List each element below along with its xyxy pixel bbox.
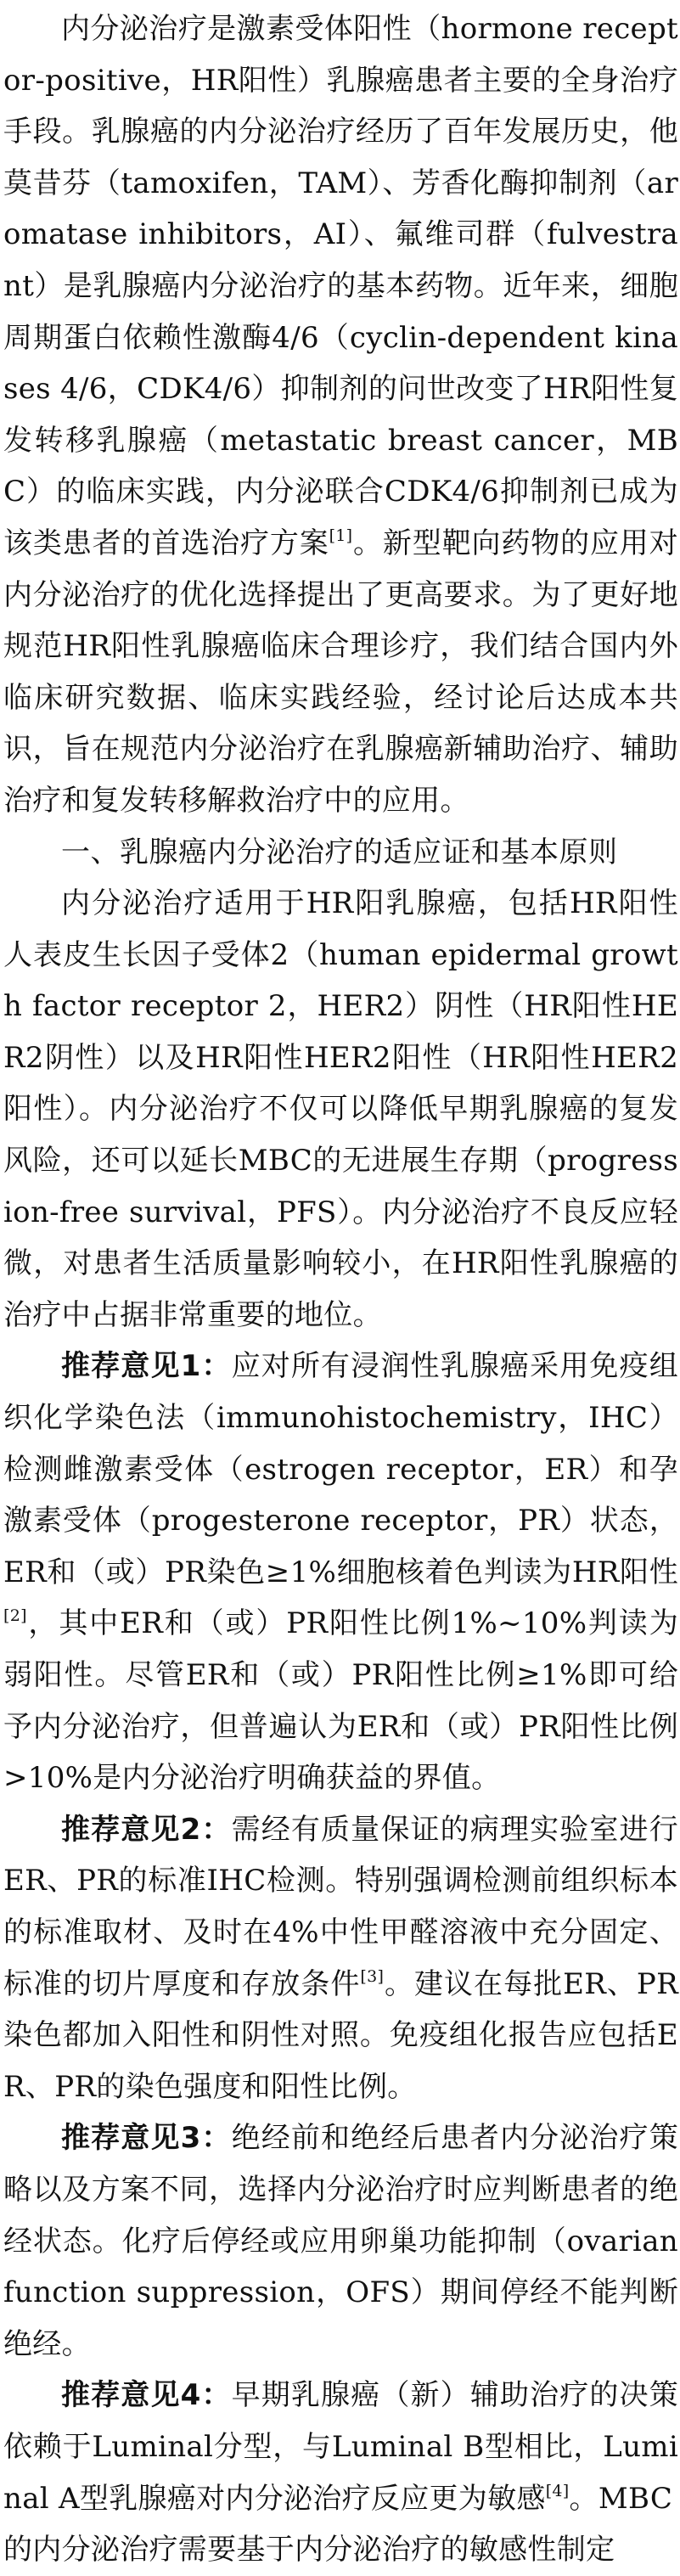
body-paragraph: [3, 3, 678, 827]
section-heading: [3, 827, 678, 879]
paragraph-text: 。建议在每批ER、PR染色都加入阳性和阴性对照。免疫组化报告应包括ER、PR的染色强度和阳性比例。: [3, 1966, 678, 2104]
citation-marker: [3]: [360, 1966, 385, 1986]
paragraph-text: 需经有质量保证的病理实验室进行ER、PR的标准IHC检测。特别强调检测前组织标本的标准取材、及时在4%中性甲醛溶液中充分固定、标准的切片厚度和存放条件: [3, 1812, 678, 2001]
citation-marker: [4]: [545, 2481, 570, 2500]
paragraph-text: 内分泌治疗适用于HR阳乳腺癌，包括HR阳性人表皮生长因子受体2（human epidermal growth factor receptor 2，HER2）阴性（HR阳性HER2阴性）以及HR阳性HER2阳性（HR阳性HER2阳性）。内分泌治疗不仅可以降低早期乳腺癌的复发风险，还可以延长MBC的无进展生存期（progression-free survival，PFS）。内分泌治疗不良反应轻微，对患者生活质量影响较小，在HR阳性乳腺癌的治疗中占据非常重要的地位。: [3, 886, 678, 1332]
recommendation-label: 推荐意见4：: [61, 2378, 232, 2413]
recommendation-paragraph: [3, 2370, 678, 2524]
recommendation-label: 推荐意见1：: [61, 1349, 232, 1384]
body-paragraph: [3, 878, 678, 1341]
paragraph-text: ，其中ER和（或）PR阳性比例1%~10%判读为弱阳性。尽管ER和（或）PR阳性比例≥1%即可给予内分泌治疗，但普遍认为ER和（或）PR阳性比例>10%是内分泌治疗明确获益的界值。: [3, 1606, 678, 1796]
citation-marker: [1]: [329, 526, 353, 545]
paragraph-text: 内分泌治疗是激素受体阳性（hormone receptor-positive，HR阳性）乳腺癌患者主要的全身治疗手段。乳腺癌的内分泌治疗经历了百年发展历史，他莫昔芬（tamoxifen，TAM）、芳香化酶抑制剂（aromatase inhibitors，AI）、氟维司群（fulvestrant）是乳腺癌内分泌治疗的基本药物。近年来，细胞周期蛋白依赖性激酶4/6（cyclin-dependent kinases 4/6，CDK4/6）抑制剂的问世改变了HR阳性复发转移乳腺癌（metastatic breast cancer，MBC）的临床实践，内分泌联合CDK4/6抑制剂已成为该类患者的首选治疗方案: [3, 12, 678, 560]
recommendation-label: 推荐意见3：: [61, 2121, 232, 2156]
article-body: [3, 3, 678, 2524]
paragraph-text: 一、乳腺癌内分泌治疗的适应证和基本原则: [61, 835, 618, 869]
paragraph-text: 。新型靶向药物的应用对内分泌治疗的优化选择提出了更高要求。为了更好地规范HR阳性乳腺癌临床合理诊疗，我们结合国内外临床研究数据、临床实践经验，经讨论后达成本共识，旨在规范内分泌治疗在乳腺癌新辅助治疗、辅助治疗和复发转移解救治疗中的应用。: [3, 526, 678, 818]
recommendation-paragraph: [3, 1341, 678, 1803]
recommendation-label: 推荐意见2：: [61, 1812, 232, 1847]
paragraph-text: 绝经前和绝经后患者内分泌治疗策略以及方案不同，选择内分泌治疗时应判断患者的绝经状态。化疗后停经或应用卵巢功能抑制（ovarian function suppression，OFS）期间停经不能判断绝经。: [3, 2121, 678, 2361]
paragraph-text: 早期乳腺癌（新）辅助治疗的决策依赖于Luminal分型，与Luminal B型相比，Luminal A型乳腺癌对内分泌治疗反应更为敏感: [3, 2378, 678, 2516]
cut-line-text: 的内分泌治疗需要基于内分泌治疗的敏感性制定: [3, 2533, 615, 2568]
recommendation-paragraph: [3, 1804, 678, 2113]
citation-marker: [2]: [3, 1606, 27, 1626]
partial-bottom-line: [3, 2524, 678, 2568]
paragraph-text: 。MBC: [569, 2481, 673, 2516]
paragraph-text: 应对所有浸润性乳腺癌采用免疫组织化学染色法（immunohistochemistry，IHC）检测雌激素受体（estrogen receptor，ER）和孕激素受体（progesterone receptor，PR）状态，ER和（或）PR染色≥1%细胞核着色判读为HR阳性: [3, 1349, 678, 1589]
recommendation-paragraph: [3, 2112, 678, 2370]
